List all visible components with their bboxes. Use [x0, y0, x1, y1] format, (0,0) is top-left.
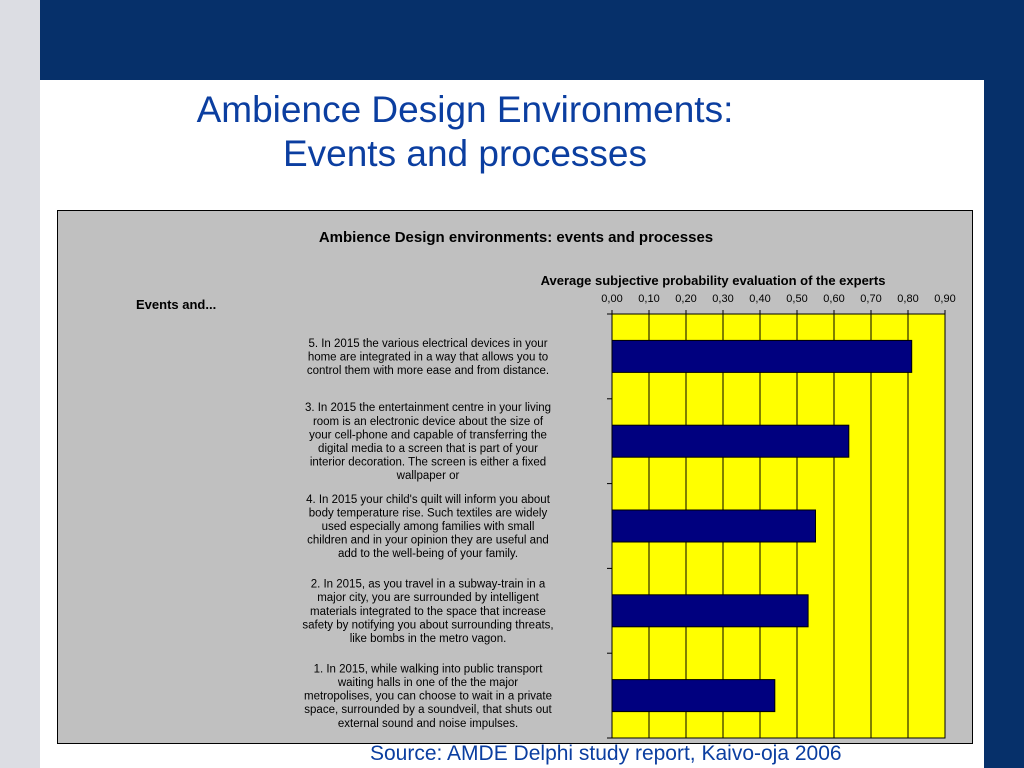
category-label-line: interior decoration. The screen is either a fixed — [309, 456, 547, 469]
left-margin-strip — [0, 0, 40, 768]
slide-title — [40, 88, 890, 176]
x-tick-label: 0,80 — [897, 293, 919, 305]
x-tick-label: 0,10 — [638, 293, 660, 305]
category-label-line: 5. In 2015 the various electrical devices in your — [308, 337, 548, 350]
category-label-line: 1. In 2015, while walking into public transport — [313, 663, 543, 676]
bar — [612, 425, 849, 457]
category-label-line: space, surrounded by a soundveil, that shuts out — [304, 704, 552, 717]
x-tick-label: 0,90 — [934, 293, 956, 305]
category-label-line: metropolises, you can choose to wait in a private — [303, 690, 553, 703]
category-label-line: safety by notifying you about surrounding threats, — [302, 619, 554, 632]
category-label-line: add to the well-being of your family. — [337, 548, 519, 561]
right-band — [984, 0, 1024, 768]
category-label-line: major city, you are surrounded by intelligent — [317, 592, 539, 605]
bar — [612, 595, 808, 627]
x-tick-label: 0,40 — [749, 293, 771, 305]
slide-title-line2: Events and processes — [282, 133, 648, 174]
bar — [612, 680, 775, 712]
source-note: Source: AMDE Delphi study report, Kaivo-oja 2006 — [370, 742, 842, 765]
category-label-line: external sound and noise impulses. — [337, 717, 519, 730]
bar — [612, 340, 912, 372]
category-label-line: room is an electronic device about the size of — [312, 415, 544, 428]
category-label-line: like bombs in the metro vagon. — [349, 633, 507, 645]
category-label-line: materials integrated to the space that increase — [310, 605, 546, 618]
x-tick-label: 0,00 — [601, 293, 623, 305]
x-tick-label: 0,50 — [786, 293, 808, 305]
category-label — [304, 663, 553, 729]
category-label-line: home are integrated in a way that allows you to — [307, 351, 549, 364]
category-label — [302, 579, 553, 645]
bar-chart — [58, 211, 974, 745]
category-label-line: waiting halls in one of the the major — [337, 677, 519, 689]
x-tick-label: 0,30 — [712, 293, 734, 305]
y-axis-title: Events and... — [136, 297, 217, 312]
category-label-line: body temperature rise. Such textiles are widely — [308, 507, 548, 520]
category-label — [306, 494, 551, 560]
x-axis-title: Average subjective probability evaluation of the experts — [540, 273, 886, 288]
category-label-line: 2. In 2015, as you travel in a subway-train in a — [310, 578, 546, 591]
category-label-line: used especially among families with small — [321, 521, 535, 533]
x-tick-label: 0,60 — [823, 293, 845, 305]
category-label-line: 3. In 2015 the entertainment centre in your living — [304, 402, 552, 415]
chart-title: Ambience Design environments: events and processes — [318, 229, 714, 246]
category-label-line: wallpaper or — [396, 470, 460, 483]
category-label-line: your cell-phone and capable of transferring the — [309, 429, 547, 442]
x-tick-label: 0,20 — [675, 293, 697, 305]
category-label-line: 4. In 2015 your child's quilt will inform you about — [306, 493, 550, 506]
category-label-line: digital media to a screen that is part of your — [318, 443, 538, 455]
category-label — [305, 402, 551, 482]
bar — [612, 510, 816, 542]
category-label-line: children and in your opinion they are useful and — [307, 534, 549, 547]
slide-title-line1: Ambience Design Environments: — [196, 89, 734, 130]
header-band — [40, 0, 1024, 80]
category-label — [307, 338, 549, 377]
category-label-line: control them with more ease and from distance. — [306, 365, 550, 377]
chart-frame — [57, 210, 973, 744]
x-tick-label: 0,70 — [860, 293, 882, 305]
